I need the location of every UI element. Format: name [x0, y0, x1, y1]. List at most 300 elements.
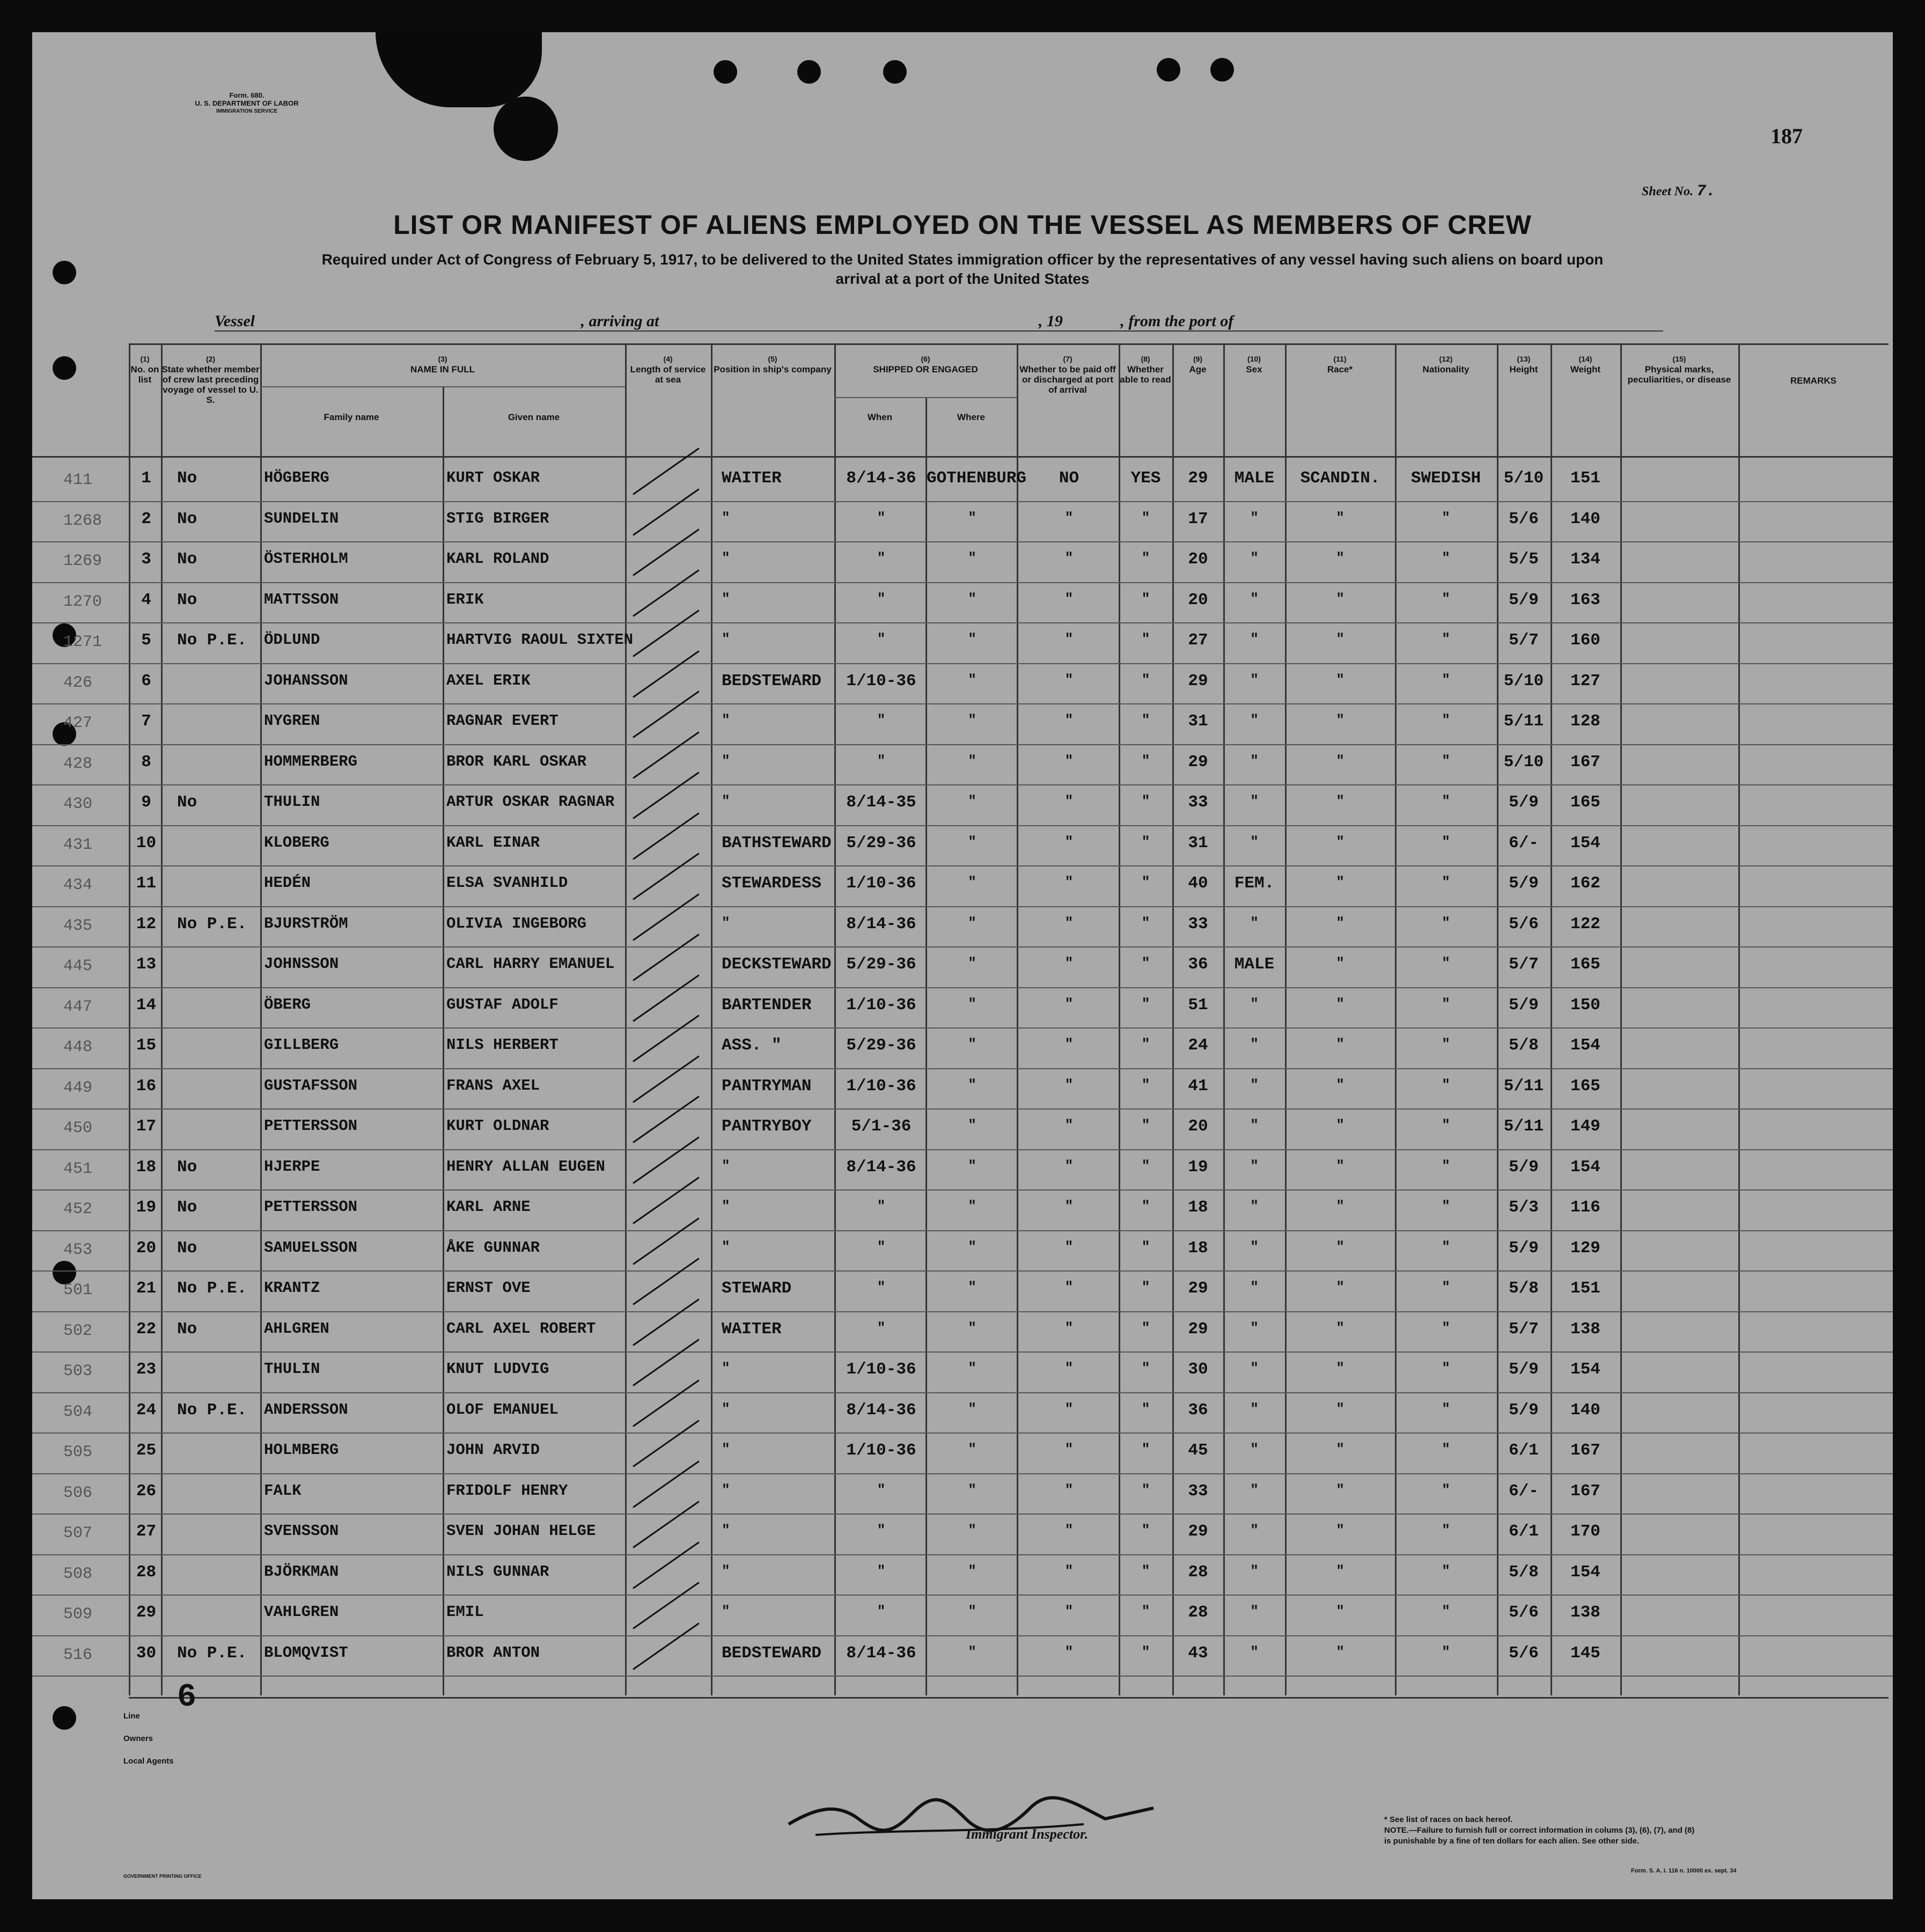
cell-height: 5/6 [1509, 1643, 1539, 1663]
cell-height: 5/10 [1503, 671, 1544, 690]
table-row [32, 1636, 1893, 1677]
cell-given-name: BROR ANTON [446, 1643, 540, 1662]
cell-weight: 163 [1570, 590, 1600, 609]
cell-age: 30 [1188, 1360, 1208, 1379]
col-header-shipped: (6) SHIPPED OR ENGAGED [873, 355, 978, 374]
cell-age: 31 [1188, 833, 1208, 853]
cell-ref-number: 426 [63, 673, 93, 692]
cell-race: SCANDIN. [1300, 469, 1380, 488]
cell-read: " [1141, 1238, 1150, 1255]
cell-weight: 167 [1570, 752, 1600, 772]
cell-no: 5 [141, 631, 151, 650]
cell-family-name: SVENSSON [264, 1522, 339, 1540]
cell-given-name: EMIL [446, 1603, 484, 1621]
cell-race: " [1336, 671, 1344, 688]
cell-paid-off: " [1064, 1036, 1074, 1052]
cell-where: " [968, 752, 976, 769]
cell-ref-number: 1268 [63, 511, 102, 530]
cell-where: " [968, 1360, 976, 1376]
cell-prev-voyage: No [177, 793, 197, 812]
cell-race: " [1336, 1279, 1344, 1295]
cell-paid-off: " [1064, 793, 1074, 809]
cell-no: 10 [136, 833, 157, 853]
cell-when: " [877, 590, 886, 607]
cell-where: " [968, 1198, 976, 1214]
cell-read: " [1141, 712, 1150, 728]
cell-read: " [1141, 1036, 1150, 1052]
cell-race: " [1336, 874, 1344, 890]
cell-height: 5/10 [1503, 752, 1544, 772]
cell-race: " [1336, 1198, 1344, 1214]
cell-where: " [968, 1117, 976, 1133]
cell-weight: 129 [1570, 1238, 1600, 1258]
cell-height: 6/- [1509, 1481, 1539, 1501]
cell-paid-off: " [1064, 550, 1074, 566]
cell-sex: " [1250, 1117, 1259, 1133]
cell-paid-off: " [1064, 1076, 1074, 1093]
cell-age: 33 [1188, 793, 1208, 812]
cell-weight: 162 [1570, 874, 1600, 893]
cell-sex: " [1250, 1522, 1259, 1538]
table-row [32, 1312, 1893, 1353]
cell-read: " [1141, 955, 1150, 971]
table-row [32, 623, 1893, 664]
cell-position: " [722, 1157, 730, 1174]
cell-paid-off: " [1064, 631, 1074, 647]
cell-nationality: " [1442, 712, 1450, 728]
page-title: LIST OR MANIFEST OF ALIENS EMPLOYED ON THE VESSEL AS MEMBERS OF CREW [393, 210, 1532, 240]
cell-sex: " [1250, 1279, 1259, 1295]
table-row [32, 542, 1893, 583]
cell-family-name: AHLGREN [264, 1319, 329, 1338]
cell-sex: MALE [1234, 469, 1275, 488]
cell-age: 28 [1188, 1562, 1208, 1582]
cell-where: " [968, 1400, 976, 1417]
cell-nationality: " [1442, 1400, 1450, 1417]
cell-when: " [877, 550, 886, 566]
cell-sex: " [1250, 833, 1259, 850]
cell-ref-number: 453 [63, 1240, 93, 1259]
inspector-label: Immigrant Inspector. [966, 1826, 1089, 1842]
cell-prev-voyage: No P.E. [177, 1400, 247, 1420]
cell-read: " [1141, 1522, 1150, 1538]
cell-age: 43 [1188, 1643, 1208, 1663]
table-row [32, 1393, 1893, 1434]
cell-nationality: " [1442, 1157, 1450, 1174]
table-row [32, 947, 1893, 988]
cell-age: 19 [1188, 1157, 1208, 1177]
cell-when: " [877, 1562, 886, 1579]
cell-where: " [968, 1238, 976, 1255]
cell-paid-off: " [1064, 1562, 1074, 1579]
table-row [32, 502, 1893, 543]
cell-weight: 165 [1570, 1076, 1600, 1096]
cell-read: " [1141, 914, 1150, 931]
cell-age: 40 [1188, 874, 1208, 893]
cell-where: " [968, 1643, 976, 1660]
cell-when: " [877, 1603, 886, 1619]
cell-where: " [968, 712, 976, 728]
cell-prev-voyage: No [177, 550, 197, 569]
cell-paid-off: " [1064, 1400, 1074, 1417]
cell-ref-number: 411 [63, 471, 93, 489]
cell-position: " [722, 631, 730, 647]
cell-sex: " [1250, 712, 1259, 728]
cell-no: 7 [141, 712, 151, 731]
cell-read: " [1141, 1076, 1150, 1093]
cell-nationality: " [1442, 590, 1450, 607]
cell-family-name: ANDERSSON [264, 1400, 348, 1419]
cell-nationality: " [1442, 1360, 1450, 1376]
page-number: 187 [1770, 124, 1803, 148]
col-header-remarks: REMARKS [1790, 376, 1836, 386]
cell-family-name: NYGREN [264, 712, 320, 730]
cell-weight: 154 [1570, 1562, 1600, 1582]
cell-read: " [1141, 1360, 1150, 1376]
cell-age: 45 [1188, 1441, 1208, 1460]
cell-paid-off: " [1064, 1279, 1074, 1295]
cell-when: 8/14-36 [846, 914, 916, 934]
cell-position: " [722, 1400, 730, 1417]
cell-weight: 150 [1570, 995, 1600, 1015]
cell-paid-off: " [1064, 1157, 1074, 1174]
cell-sex: " [1250, 590, 1259, 607]
cell-no: 6 [141, 671, 151, 690]
cell-weight: 145 [1570, 1643, 1600, 1663]
cell-no: 21 [136, 1279, 157, 1298]
table-row [32, 1029, 1893, 1069]
cell-nationality: " [1442, 1076, 1450, 1093]
cell-where: " [968, 833, 976, 850]
cell-race: " [1336, 509, 1344, 526]
footer-line-mark: 6 [177, 1679, 197, 1716]
cell-ref-number: 1270 [63, 592, 102, 611]
cell-given-name: KARL EINAR [446, 833, 540, 851]
col-header-previous-voyage: (2) State whether member of crew last preceding voyage of vessel to U. S. [161, 355, 260, 405]
cell-position: " [722, 509, 730, 526]
cell-nationality: " [1442, 509, 1450, 526]
cell-paid-off: " [1064, 752, 1074, 769]
cell-age: 31 [1188, 712, 1208, 731]
cell-age: 29 [1188, 671, 1208, 690]
cell-where: " [968, 955, 976, 971]
cell-paid-off: " [1064, 1319, 1074, 1336]
cell-where: " [968, 1481, 976, 1498]
cell-read: " [1141, 1279, 1150, 1295]
cell-weight: 151 [1570, 1279, 1600, 1298]
cell-no: 15 [136, 1036, 157, 1055]
cell-when: " [877, 1238, 886, 1255]
cell-given-name: GUSTAF ADOLF [446, 995, 559, 1013]
cell-weight: 154 [1570, 833, 1600, 853]
cell-nationality: " [1442, 671, 1450, 688]
cell-nationality: " [1442, 995, 1450, 1012]
cell-given-name: ELSA SVANHILD [446, 874, 568, 892]
cell-sex: " [1250, 1076, 1259, 1093]
cell-paid-off: " [1064, 874, 1074, 890]
cell-given-name: FRANS AXEL [446, 1076, 540, 1094]
cell-nationality: " [1442, 793, 1450, 809]
cell-read: " [1141, 671, 1150, 688]
cell-no: 25 [136, 1441, 157, 1460]
col-header-age: (9) Age [1189, 355, 1207, 374]
col-header-name: (3) NAME IN FULL [410, 355, 475, 374]
cell-when: " [877, 509, 886, 526]
cell-paid-off: " [1064, 833, 1074, 850]
cell-age: 28 [1188, 1603, 1208, 1622]
cell-family-name: JOHANSSON [264, 671, 348, 689]
cell-family-name: BJURSTRÖM [264, 914, 348, 932]
cell-read: " [1141, 752, 1150, 769]
cell-where: " [968, 631, 976, 647]
cell-ref-number: 506 [63, 1483, 93, 1502]
cell-when: 5/29-36 [846, 1036, 916, 1055]
cell-race: " [1336, 914, 1344, 931]
cell-family-name: KLOBERG [264, 833, 329, 851]
cell-no: 19 [136, 1198, 157, 1217]
cell-where: " [968, 1279, 976, 1295]
cell-nationality: " [1442, 550, 1450, 566]
cell-read: " [1141, 1157, 1150, 1174]
print-mark-left: GOVERNMENT PRINTING OFFICE [123, 1874, 202, 1879]
cell-where: " [968, 995, 976, 1012]
cell-position: BEDSTEWARD [722, 1643, 822, 1663]
cell-when: " [877, 1198, 886, 1214]
cell-family-name: THULIN [264, 1360, 320, 1378]
cell-where: " [968, 1036, 976, 1052]
cell-when: 5/29-36 [846, 833, 916, 853]
cell-where: " [968, 793, 976, 809]
cell-age: 33 [1188, 1481, 1208, 1501]
cell-position: " [722, 1360, 730, 1376]
cell-position: PANTRYMAN [722, 1076, 812, 1096]
cell-weight: 127 [1570, 671, 1600, 690]
sheet-number: Sheet No. 7. [1642, 182, 1716, 201]
table-row [32, 704, 1893, 745]
cell-given-name: JOHN ARVID [446, 1441, 540, 1459]
cell-sex: FEM. [1234, 874, 1275, 893]
cell-family-name: ÖDLUND [264, 631, 320, 649]
cell-sex: " [1250, 509, 1259, 526]
cell-height: 5/9 [1509, 590, 1539, 609]
cell-no: 1 [141, 469, 151, 488]
cell-age: 29 [1188, 1279, 1208, 1298]
cell-read: " [1141, 1441, 1150, 1457]
col-header-where: Where [957, 412, 985, 422]
cell-where: " [968, 590, 976, 607]
cell-family-name: PETTERSSON [264, 1117, 358, 1135]
cell-when: " [877, 631, 886, 647]
cell-height: 5/9 [1509, 1238, 1539, 1258]
cell-sex: " [1250, 995, 1259, 1012]
cell-family-name: HÖGBERG [264, 469, 329, 487]
cell-race: " [1336, 1319, 1344, 1336]
cell-family-name: BLOMQVIST [264, 1643, 348, 1662]
cell-given-name: OLOF EMANUEL [446, 1400, 559, 1419]
cell-no: 27 [136, 1522, 157, 1541]
cell-given-name: KNUT LUDVIG [446, 1360, 549, 1378]
cell-given-name: NILS HERBERT [446, 1036, 559, 1054]
cell-no: 18 [136, 1157, 157, 1177]
cell-height: 5/7 [1509, 955, 1539, 974]
cell-no: 26 [136, 1481, 157, 1501]
table-row [32, 1272, 1893, 1312]
cell-given-name: ERIK [446, 590, 484, 608]
cell-race: " [1336, 1036, 1344, 1052]
cell-nationality: " [1442, 874, 1450, 890]
cell-paid-off: " [1064, 712, 1074, 728]
col-header-position: (5) Position in ship's company [714, 355, 832, 374]
col-header-given-name: Given name [508, 412, 560, 422]
punch-hole [714, 60, 737, 84]
table-row [32, 1474, 1893, 1515]
cell-weight: 160 [1570, 631, 1600, 650]
cell-position: BATHSTEWARD [722, 833, 832, 853]
cell-position: ASS. " [722, 1036, 782, 1055]
cell-where: " [968, 550, 976, 566]
cell-weight: 128 [1570, 712, 1600, 731]
col-header-physical-marks: (15) Physical marks, peculiarities, or disease [1627, 355, 1731, 385]
cell-family-name: HOLMBERG [264, 1441, 339, 1459]
cell-weight: 154 [1570, 1360, 1600, 1379]
cell-where: GOTHENBURG [927, 469, 1027, 488]
cell-prev-voyage: No P.E. [177, 1279, 247, 1298]
cell-nationality: " [1442, 631, 1450, 647]
cell-prev-voyage: No [177, 1198, 197, 1217]
punch-hole [1210, 58, 1234, 82]
col-header-when: When [867, 412, 893, 422]
cell-given-name: AXEL ERIK [446, 671, 531, 689]
cell-height: 5/6 [1509, 509, 1539, 528]
cell-when: " [877, 1319, 886, 1336]
cell-nationality: " [1442, 955, 1450, 971]
cell-height: 5/9 [1509, 1360, 1539, 1379]
cell-given-name: CARL HARRY EMANUEL [446, 955, 615, 973]
cell-paid-off: " [1064, 1481, 1074, 1498]
cell-ref-number: 1271 [63, 633, 102, 651]
cell-when: 8/14-35 [846, 793, 916, 812]
cell-sex: " [1250, 1036, 1259, 1052]
cell-race: " [1336, 752, 1344, 769]
cell-sex: " [1250, 1198, 1259, 1214]
cell-age: 51 [1188, 995, 1208, 1015]
cell-when: 5/1-36 [851, 1117, 912, 1136]
cell-position: DECKSTEWARD [722, 955, 832, 974]
cell-weight: 134 [1570, 550, 1600, 569]
cell-given-name: KARL ROLAND [446, 550, 549, 568]
cell-family-name: SUNDELIN [264, 509, 339, 527]
cell-height: 5/8 [1509, 1279, 1539, 1298]
cell-given-name: NILS GUNNAR [446, 1562, 549, 1581]
torn-corner [376, 32, 542, 107]
cell-prev-voyage: No [177, 1319, 197, 1339]
cell-where: " [968, 1441, 976, 1457]
cell-position: WAITER [722, 1319, 782, 1339]
cell-nationality: " [1442, 1198, 1450, 1214]
cell-where: " [968, 914, 976, 931]
cell-weight: 140 [1570, 509, 1600, 528]
cell-given-name: KURT OSKAR [446, 469, 540, 487]
cell-family-name: GUSTAFSSON [264, 1076, 358, 1094]
cell-given-name: STIG BIRGER [446, 509, 549, 527]
cell-age: 29 [1188, 1522, 1208, 1541]
col-header-family-name: Family name [324, 412, 379, 422]
cell-paid-off: " [1064, 995, 1074, 1012]
cell-paid-off: " [1064, 1360, 1074, 1376]
cell-nationality: SWEDISH [1410, 469, 1481, 488]
cell-no: 16 [136, 1076, 157, 1096]
col-header-length-service: (4) Length of service at sea [630, 355, 706, 385]
table-row [32, 1596, 1893, 1636]
table-row [32, 907, 1893, 948]
cell-height: 5/11 [1503, 712, 1544, 731]
cell-ref-number: 450 [63, 1119, 93, 1137]
cell-read: " [1141, 1562, 1150, 1579]
cell-read: " [1141, 1481, 1150, 1498]
cell-read: " [1141, 793, 1150, 809]
cell-no: 29 [136, 1603, 157, 1622]
cell-paid-off: " [1064, 1441, 1074, 1457]
cell-given-name: KURT OLDNAR [446, 1117, 549, 1135]
cell-nationality: " [1442, 1643, 1450, 1660]
cell-race: " [1336, 1522, 1344, 1538]
cell-weight: 170 [1570, 1522, 1600, 1541]
table-row [32, 785, 1893, 826]
cell-no: 9 [141, 793, 151, 812]
cell-given-name: CARL AXEL ROBERT [446, 1319, 596, 1338]
cell-paid-off: " [1064, 1238, 1074, 1255]
cell-given-name: HENRY ALLAN EUGEN [446, 1157, 605, 1176]
col-header-no: (1) No. on list [130, 355, 159, 385]
cell-race: " [1336, 1481, 1344, 1498]
footer-agents-label: Local Agents [123, 1757, 174, 1766]
cell-height: 5/8 [1509, 1562, 1539, 1582]
cell-height: 6/1 [1509, 1522, 1539, 1541]
torn-corner [494, 97, 558, 161]
cell-where: " [968, 509, 976, 526]
cell-position: " [722, 1441, 730, 1457]
cell-age: 18 [1188, 1238, 1208, 1258]
cell-position: " [722, 793, 730, 809]
table-row [32, 1191, 1893, 1231]
cell-given-name: BROR KARL OSKAR [446, 752, 587, 770]
cell-no: 12 [136, 914, 157, 934]
cell-paid-off: NO [1059, 469, 1079, 488]
cell-race: " [1336, 995, 1344, 1012]
cell-read: YES [1130, 469, 1161, 488]
cell-ref-number: 435 [63, 916, 93, 935]
cell-no: 17 [136, 1117, 157, 1136]
cell-when: 1/10-36 [846, 1441, 916, 1460]
cell-sex: " [1250, 550, 1259, 566]
cell-read: " [1141, 1400, 1150, 1417]
cell-given-name: KARL ARNE [446, 1198, 531, 1216]
cell-age: 36 [1188, 955, 1208, 974]
cell-prev-voyage: No [177, 1238, 197, 1258]
cell-race: " [1336, 1238, 1344, 1255]
cell-height: 5/7 [1509, 1319, 1539, 1339]
cell-no: 30 [136, 1643, 157, 1663]
cell-where: " [968, 671, 976, 688]
footer-owners-label: Owners [123, 1734, 153, 1743]
cell-no: 22 [136, 1319, 157, 1339]
cell-family-name: THULIN [264, 793, 320, 811]
cell-position: " [722, 550, 730, 566]
cell-when: " [877, 1279, 886, 1295]
cell-race: " [1336, 590, 1344, 607]
cell-family-name: JOHNSSON [264, 955, 339, 973]
cell-weight: 167 [1570, 1481, 1600, 1501]
